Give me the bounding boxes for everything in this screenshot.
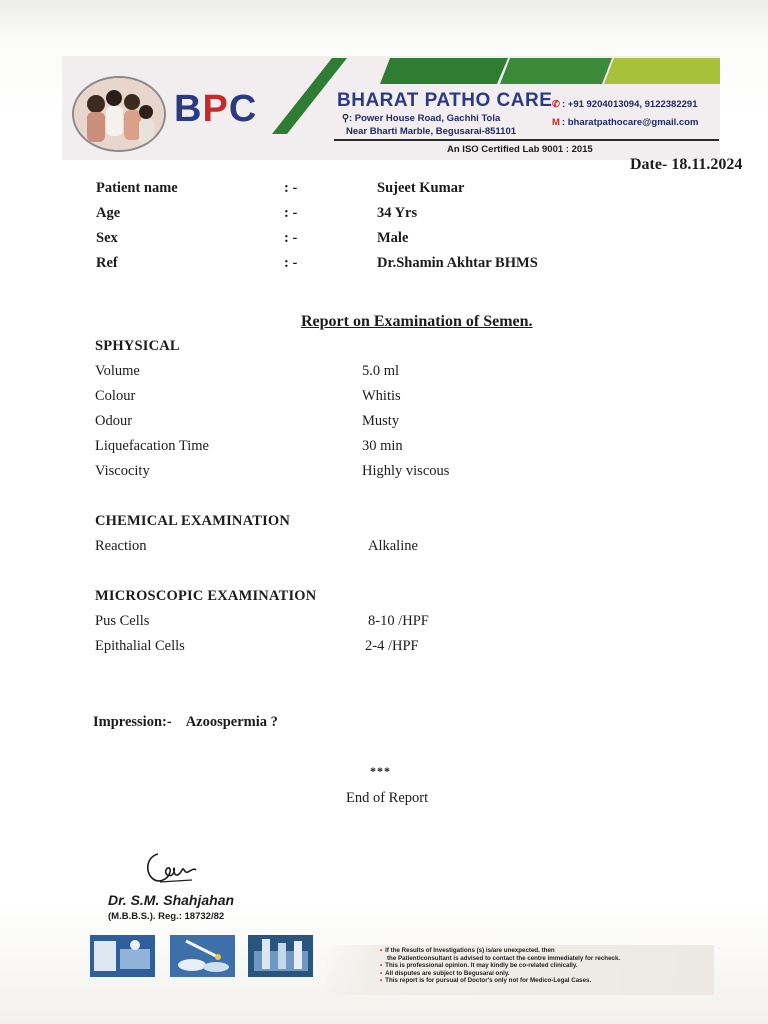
impression-label: Impression:- xyxy=(93,714,172,730)
result-value: Whitis xyxy=(362,388,401,404)
result-row xyxy=(95,363,595,383)
result-value: 30 min xyxy=(362,438,403,454)
patient-row xyxy=(96,255,656,280)
patient-separator: : - xyxy=(284,205,298,221)
patient-row xyxy=(96,205,656,230)
result-label: Pus Cells xyxy=(95,613,150,629)
disclaimer-item: • This report is for pursual of Doctor's only not for Medico-Legal Cases. xyxy=(380,977,714,985)
iso-certification: An ISO Certified Lab 9001 : 2015 xyxy=(447,144,593,155)
microscopic-heading: MICROSCOPIC EXAMINATION xyxy=(95,588,317,604)
result-row xyxy=(95,438,595,458)
chemical-heading: CHEMICAL EXAMINATION xyxy=(95,513,291,529)
bpc-logo: BPC xyxy=(174,88,258,130)
lab-name: BHARAT PATHO CARE xyxy=(337,90,553,111)
patient-value: Sujeet Kumar xyxy=(377,180,465,196)
result-label: Reaction xyxy=(95,538,147,554)
lab-contact xyxy=(552,96,720,132)
result-value: 5.0 ml xyxy=(362,363,400,379)
disclaimer-item: the Patient/consultant is advised to contact the centre immediately for recheck. xyxy=(387,954,621,962)
result-row xyxy=(95,388,595,408)
end-stars: *** xyxy=(370,764,391,778)
doctor-signature xyxy=(140,846,200,890)
result-label: Viscocity xyxy=(95,463,150,479)
patient-details xyxy=(96,180,656,280)
lab-image-1 xyxy=(90,935,155,977)
report-title: Report on Examination of Semen. xyxy=(301,313,533,330)
report-date: Date- 18.11.2024 xyxy=(630,156,743,173)
result-value: 8-10 /HPF xyxy=(368,613,429,629)
letterhead-header xyxy=(62,56,720,160)
doctor-registration: (M.B.B.S.). Reg.: 18732/82 xyxy=(108,911,225,922)
result-row xyxy=(95,638,595,658)
end-of-report: End of Report xyxy=(346,790,429,806)
patient-row xyxy=(96,230,656,255)
physical-heading: SPHYSICAL xyxy=(95,338,180,354)
location-pin-icon: ⚲ xyxy=(342,113,349,124)
patient-value: Male xyxy=(377,230,409,246)
result-value: Alkaline xyxy=(368,538,418,554)
patient-separator: : - xyxy=(284,255,298,271)
result-label: Colour xyxy=(95,388,136,404)
phone-numbers: : +91 9204013094, 9122382291 xyxy=(561,99,698,110)
disclaimer-item: • If the Results of Investigations (s) is/are unexpected. then xyxy=(380,947,714,955)
result-value: Musty xyxy=(362,413,400,429)
address-line1: : Power House Road, Gachhi Tola xyxy=(348,113,501,124)
result-label: Odour xyxy=(95,413,133,429)
patient-value: Dr.Shamin Akhtar BHMS xyxy=(377,255,538,271)
result-row xyxy=(95,613,595,633)
phone-icon: ✆ xyxy=(552,99,560,110)
patient-label: Patient name xyxy=(96,180,178,196)
impression xyxy=(93,714,278,731)
patient-row xyxy=(96,180,656,205)
disclaimer-box xyxy=(326,945,714,995)
lab-image-3 xyxy=(248,935,313,977)
patient-separator: : - xyxy=(284,180,298,196)
result-row xyxy=(95,413,595,433)
family-photo xyxy=(72,76,166,152)
impression-value: Azoospermia ? xyxy=(185,714,278,730)
result-row xyxy=(95,538,595,558)
result-row xyxy=(95,463,595,483)
result-label: Liquefacation Time xyxy=(95,438,209,454)
patient-label: Ref xyxy=(96,255,118,271)
patient-label: Age xyxy=(96,205,121,221)
disclaimer-item: • All disputes are subject to Begusarai only. xyxy=(380,970,714,978)
email-icon: M xyxy=(552,117,560,128)
patient-value: 34 Yrs xyxy=(377,205,418,221)
header-divider xyxy=(334,139,719,141)
lab-image-2 xyxy=(170,935,235,977)
disclaimer-item: • This is professional opinion. It may kindly be co-related clinically. xyxy=(380,962,714,970)
lab-address xyxy=(342,112,542,138)
address-line2: Near Bharti Marble, Begusarai-851101 xyxy=(346,126,517,137)
email-address: : bharatpathocare@gmail.com xyxy=(561,117,699,128)
result-value: 2-4 /HPF xyxy=(365,638,419,654)
result-value: Highly viscous xyxy=(362,463,450,479)
patient-separator: : - xyxy=(284,230,298,246)
result-label: Volume xyxy=(95,363,140,379)
doctor-name: Dr. S.M. Shahjahan xyxy=(108,892,235,908)
result-label: Epithalial Cells xyxy=(95,638,185,654)
patient-label: Sex xyxy=(96,230,118,246)
